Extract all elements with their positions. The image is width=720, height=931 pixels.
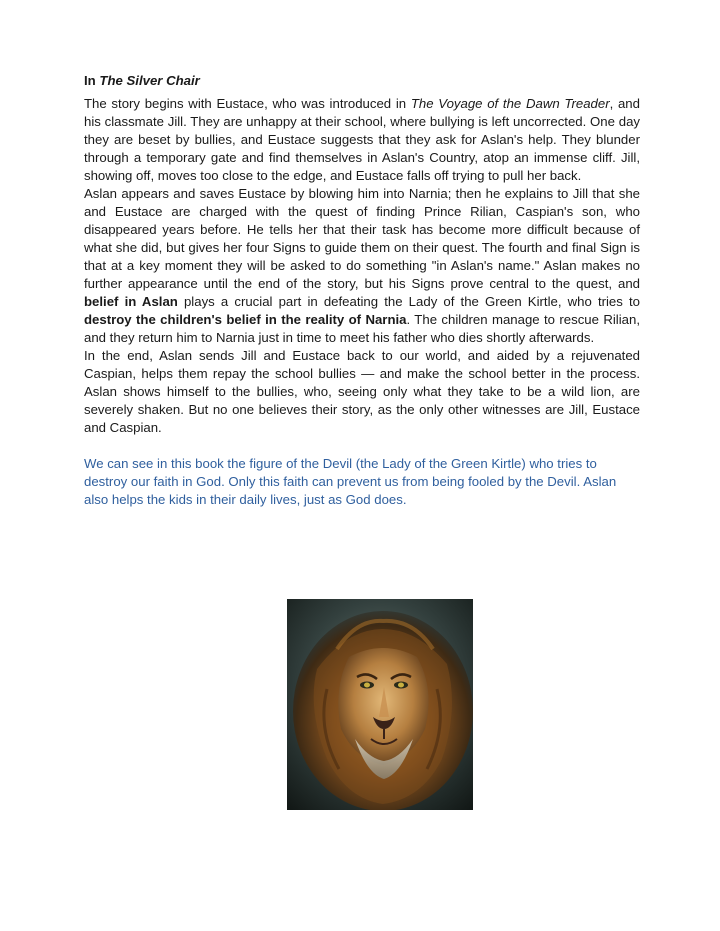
lion-image — [287, 599, 473, 810]
lion-portrait-icon — [287, 599, 473, 810]
document-page — [84, 72, 640, 509]
section-heading — [84, 72, 640, 90]
paragraph-quest-text-end: . The children manage to rescue Rilian, and they return him to Narnia just in time to meet his father who dies shortly afterwards. — [84, 312, 640, 345]
book-title: The Silver Chair — [99, 73, 200, 88]
emphasis-destroy-belief: destroy the children's belief in the reality of Narnia — [84, 312, 407, 327]
commentary-paragraph: We can see in this book the figure of the Devil (the Lady of the Green Kirtle) who tries to destroy our faith in God. Only this faith can prevent us from being fooled by the Devil. Aslan also helps the kids in their daily lives, just as God does. — [84, 456, 617, 507]
paragraph-ending: In the end, Aslan sends Jill and Eustace back to our world, and aided by a rejuvenated Caspian, helps them repay the school bullies — and make the school better in the process. Aslan shows himself to the bullies, who, seeing only what they take to be a wild lion, are severely shaken. But no one believes their story, as the only other witnesses are Jill, Eustace and Caspian. — [84, 348, 640, 435]
paragraph-intro — [84, 95, 640, 185]
paragraph-quest — [84, 185, 640, 347]
emphasis-belief: belief in Aslan — [84, 294, 178, 309]
paragraph-intro-text: The story begins with Eustace, who was introduced in — [84, 96, 411, 111]
book-reference: The Voyage of the Dawn Treader — [410, 96, 610, 111]
paragraph-quest-text: Aslan appears and saves Eustace by blowing him into Narnia; then he explains to Jill that she and Eustace are charged with the quest of finding Prince Rilian, Caspian's son, who disappeared years before. He tells her that their task has become more difficult because of what she did, but gives her four Signs to guide them on their quest. The fourth and final Sign is that at a key moment they will be asked to do something "in Aslan's name." Aslan makes no further appearance until the end of the story, but his Signs prove central to the quest, and — [84, 186, 640, 291]
paragraph-intro-text-cont: , and his classmate Jill. They are unhappy at their school, where bullying is left uncorrected. One day they are beset by bullies, and Eustace suggests that they ask for Aslan's help. They blunder through a temporary gate and find themselves in Aslan's Country, atop an immense cliff. Jill, showing off, moves too close to the edge, and Eustace falls off trying to pull her back. — [84, 96, 640, 183]
heading-prefix: In — [84, 73, 100, 88]
paragraph-quest-text-cont: plays a crucial part in defeating the Lady of the Green Kirtle, who tries to — [177, 294, 640, 309]
